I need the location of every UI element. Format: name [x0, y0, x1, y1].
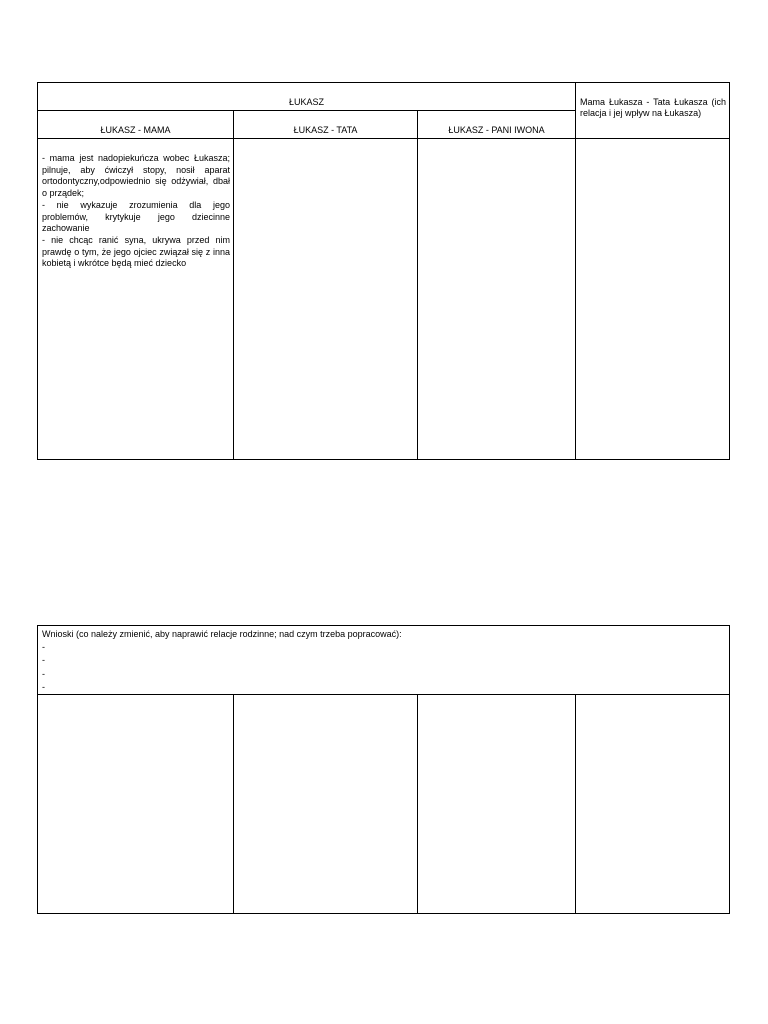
conclusions-cell — [38, 626, 730, 695]
column-header-mama: ŁUKASZ - MAMA — [38, 111, 234, 139]
conclusions-table — [37, 625, 730, 914]
main-header-cell — [38, 83, 576, 111]
column-header-tata: ŁUKASZ - TATA — [234, 111, 418, 139]
analysis-table — [37, 82, 730, 460]
column-header-pani-iwona: ŁUKASZ - PANI IWONA — [418, 111, 576, 139]
conclusion-item: - — [42, 668, 45, 679]
side-header: Mama Łukasza - Tata Łukasza (ich relacja i jej wpływ na Łukasza) — [580, 97, 727, 118]
conclusion-item: - — [42, 681, 45, 692]
main-header: ŁUKASZ — [289, 97, 325, 108]
conclusion-item: - — [42, 655, 45, 666]
mama-notes-cell — [38, 139, 234, 460]
mama-notes — [38, 139, 233, 270]
note-item: - mama jest nadopiekuńcza wobec Łukasza; pilnuje, aby ćwiczył stopy, nosił aparat ortodontyczny,odpowiednio się odżywiał, dbał o prządek; — [42, 153, 230, 199]
note-item: - nie chcąc ranić syna, ukrywa przed nim prawdę o tym, że jego ojciec związał się z inna kobietą i wkrótce będą mieć dziecko — [42, 234, 230, 269]
parents-notes-cell — [576, 139, 730, 460]
conclusions-title: Wnioski (co należy zmienić, aby naprawić relacje rodzinne; nad czym trzeba popracować): — [42, 629, 402, 639]
empty-cell — [234, 695, 418, 914]
tata-notes-cell — [234, 139, 418, 460]
note-item: - nie wykazuje zrozumienia dla jego problemów, krytykuje jego dziecinne zachowanie — [42, 199, 230, 234]
empty-cell — [576, 695, 730, 914]
conclusion-item: - — [42, 642, 45, 653]
side-header-cell — [576, 83, 730, 139]
pani-iwona-notes-cell — [418, 139, 576, 460]
empty-cell — [418, 695, 576, 914]
empty-cell — [38, 695, 234, 914]
